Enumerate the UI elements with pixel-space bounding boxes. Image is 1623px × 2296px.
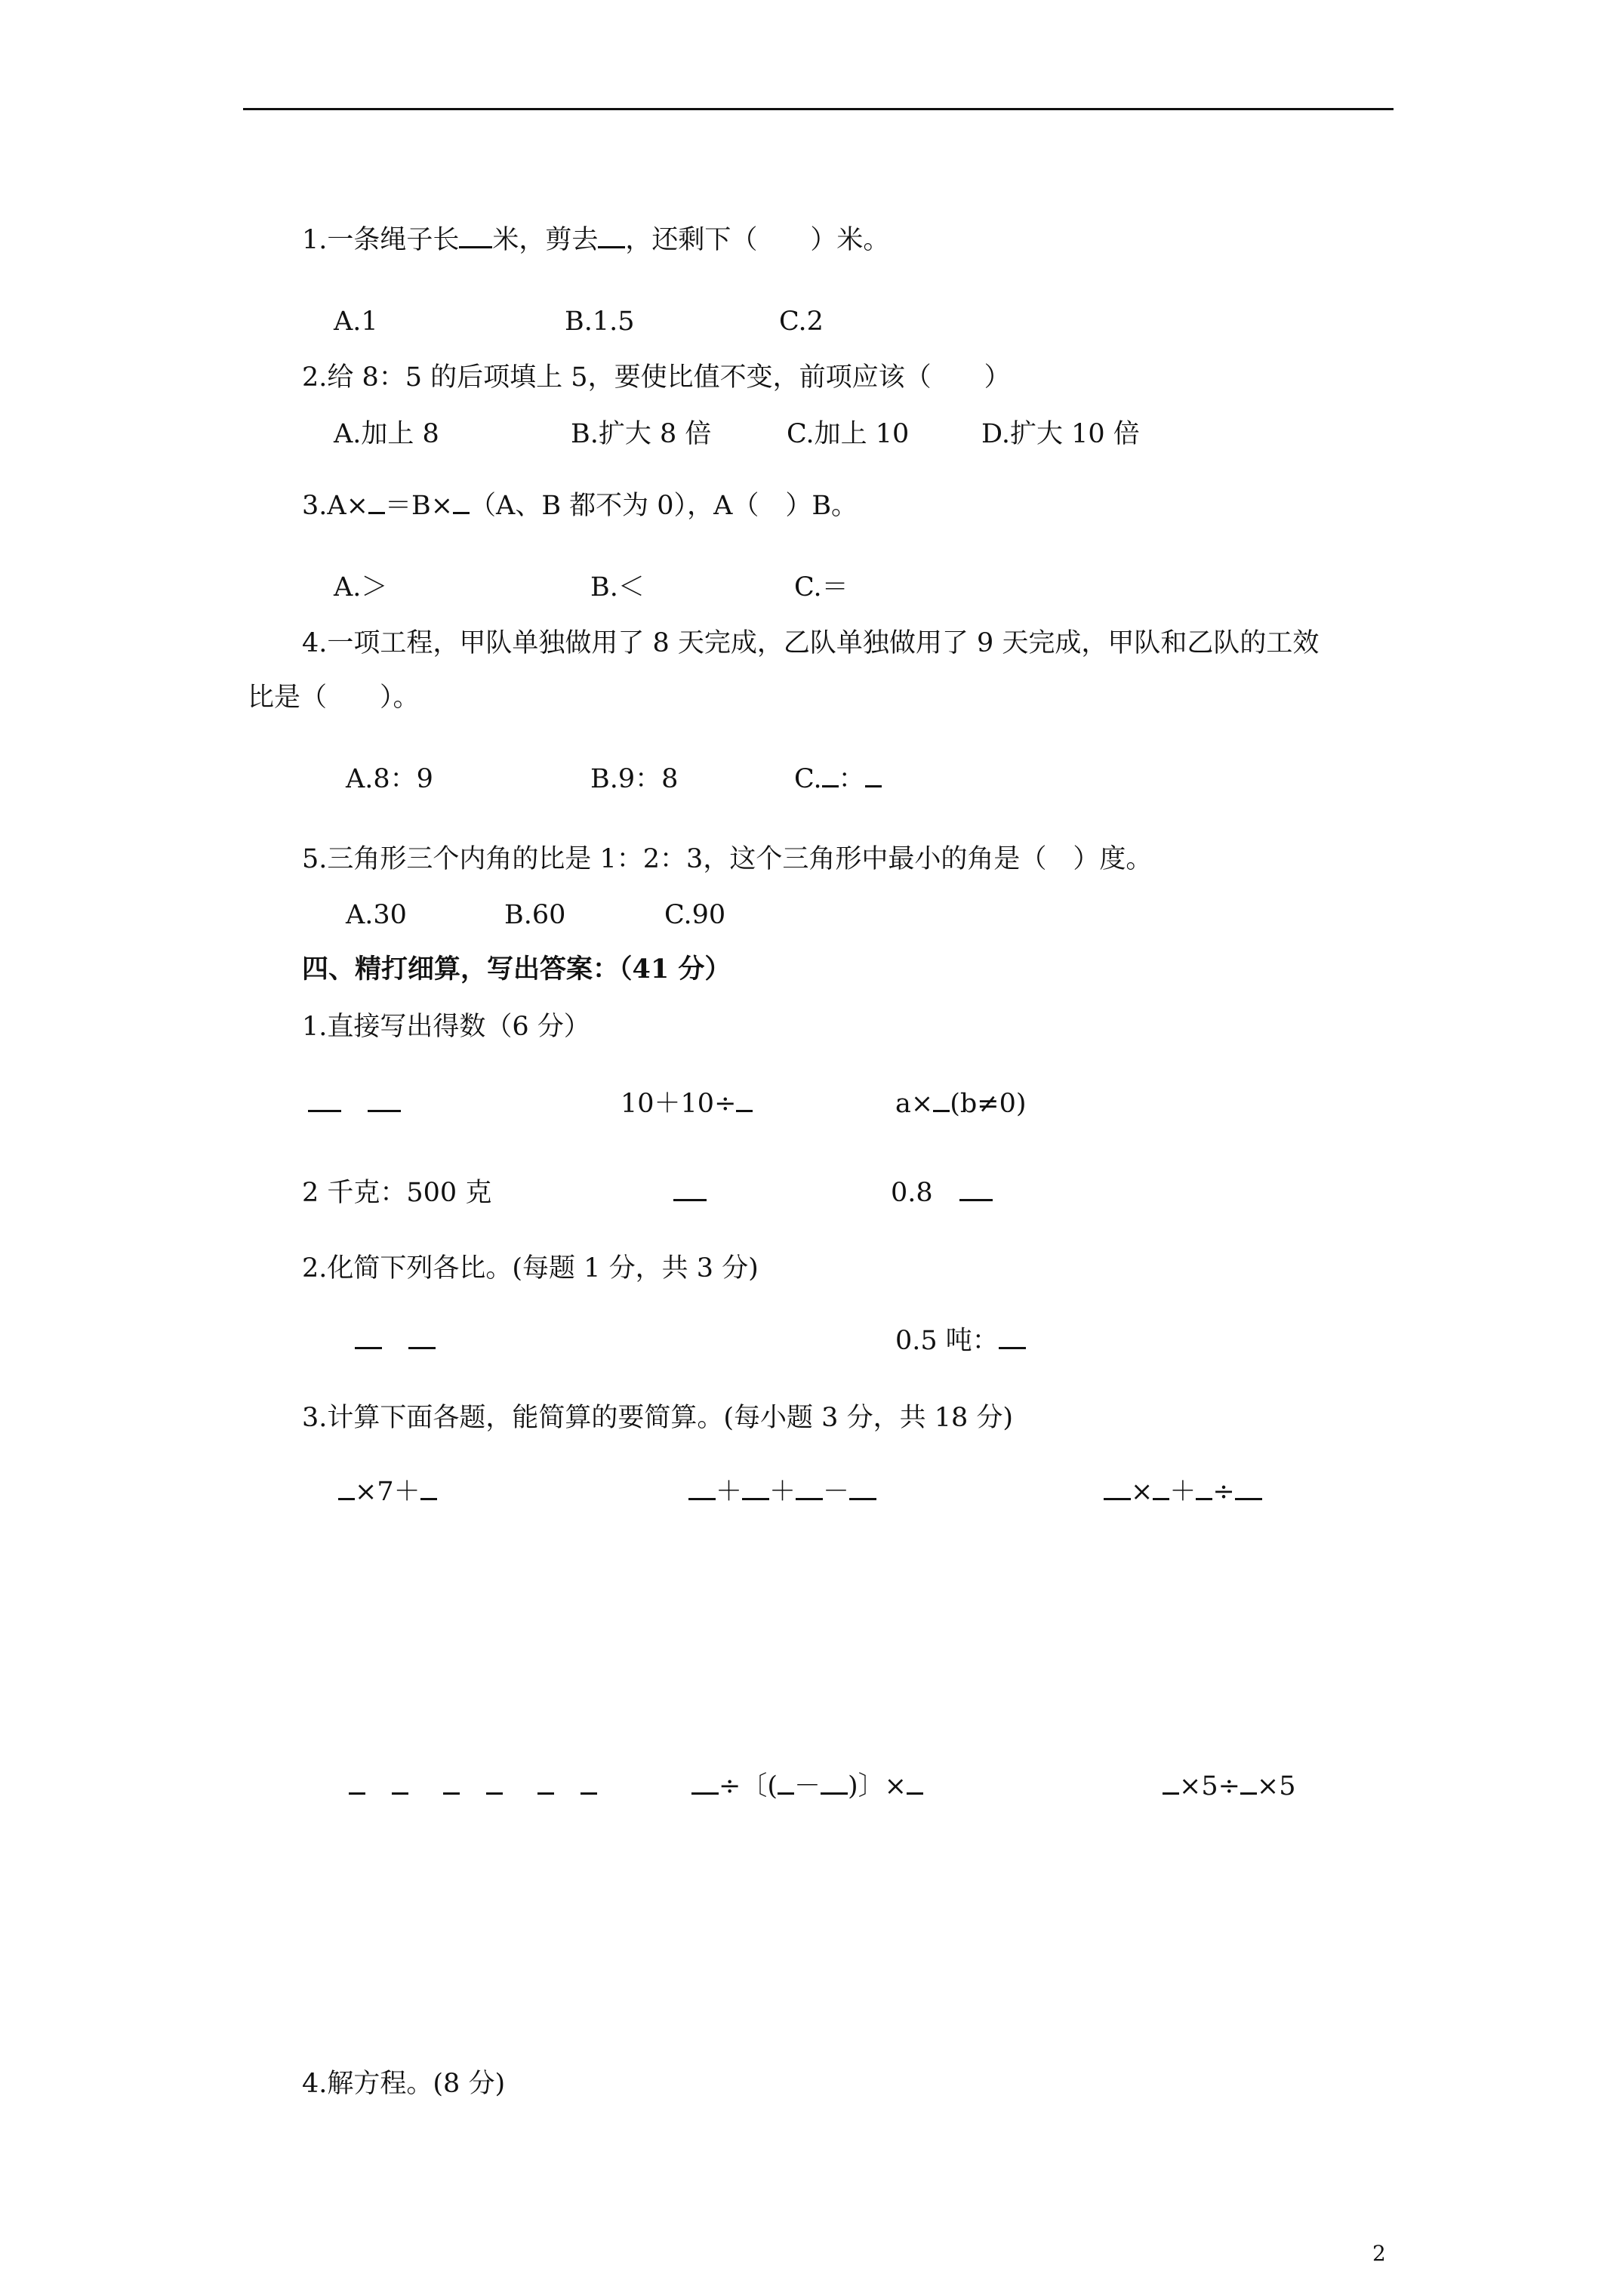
fraction-blank <box>1153 1486 1169 1500</box>
fraction-blank <box>443 1780 460 1795</box>
fraction-blank <box>355 1335 382 1349</box>
q2-stem: 2.给 8：5 的后项填上 5，要使比值不变，前项应该（ ） <box>302 362 1011 393</box>
fraction-blank <box>598 234 625 248</box>
section4-q2-title: 2.化简下列各比。(每题 1 分，共 3 分) <box>302 1253 759 1284</box>
fraction-blank <box>308 1098 341 1112</box>
q3-expr-5: ÷〔( － )〕× <box>691 1771 923 1801</box>
fraction-blank <box>1163 1780 1179 1795</box>
fraction-blank <box>453 500 470 514</box>
fraction-blank <box>349 1780 365 1795</box>
q1-expr-4: 2 千克：500 克 <box>302 1178 492 1208</box>
q1-expr-2: 10＋10÷ <box>621 1089 753 1119</box>
section4-q3-title: 3.计算下面各题，能简算的要简算。(每小题 3 分，共 18 分) <box>302 1403 1014 1433</box>
fraction-blank <box>907 1780 923 1795</box>
q4-option-a: A.8：9 <box>346 764 433 794</box>
fraction-blank <box>338 1486 355 1500</box>
fraction-blank <box>688 1486 716 1500</box>
q4-option-c: C. ： <box>794 764 882 794</box>
fraction-blank <box>486 1780 503 1795</box>
q3-expr-3: × ＋ ÷ <box>1104 1477 1262 1507</box>
fraction-blank <box>408 1335 436 1349</box>
fraction-blank <box>1240 1780 1257 1795</box>
fraction-blank <box>999 1335 1026 1349</box>
fraction-blank <box>1235 1486 1262 1500</box>
q4-stem-line1: 4.一项工程，甲队单独做用了 8 天完成，乙队单独做用了 9 天完成，甲队和乙队的工效 <box>302 628 1320 658</box>
fraction-blank <box>933 1098 950 1112</box>
header-rule <box>243 108 1394 110</box>
fraction-blank <box>581 1780 597 1795</box>
q3-stem: 3.A× ＝B× （A、B 都不为 0），A（ ）B。 <box>302 491 858 521</box>
fraction-blank <box>849 1486 876 1500</box>
q2-option-a: A.加上 8 <box>334 419 439 449</box>
fraction-blank <box>392 1780 408 1795</box>
q1-expr-3: a× (b≠0) <box>895 1089 1027 1119</box>
q2-option-c: C.加上 10 <box>787 419 910 449</box>
q1-option-a: A.1 <box>334 307 378 337</box>
q1-expr-1 <box>308 1089 401 1119</box>
fraction-blank <box>368 1098 401 1112</box>
fraction-blank <box>537 1780 554 1795</box>
fraction-blank <box>796 1486 823 1500</box>
fraction-blank <box>959 1187 993 1201</box>
q3-expr-2: ＋ ＋ － <box>688 1477 876 1507</box>
q4-option-b: B.9：8 <box>590 764 679 794</box>
q3-option-c: C.＝ <box>794 572 848 603</box>
fraction-blank <box>459 234 492 248</box>
section4-title: 四、精打细算，写出答案：（41 分） <box>302 954 731 985</box>
fraction-blank <box>691 1780 719 1795</box>
q2-option-b: B.扩大 8 倍 <box>571 419 712 449</box>
fraction-blank <box>821 1780 848 1795</box>
q5-option-a: A.30 <box>346 900 407 930</box>
fraction-blank <box>742 1486 769 1500</box>
q1-expr-5 <box>673 1178 707 1208</box>
section4-q1-title: 1.直接写出得数（6 分） <box>302 1012 590 1042</box>
fraction-blank <box>822 773 839 787</box>
fraction-blank <box>736 1098 753 1112</box>
fraction-blank <box>778 1780 794 1795</box>
fraction-blank <box>368 500 385 514</box>
q3-expr-4 <box>349 1771 597 1801</box>
q5-option-b: B.60 <box>504 900 566 930</box>
fraction-blank <box>865 773 882 787</box>
fraction-blank <box>1104 1486 1131 1500</box>
q1-option-c: C.2 <box>779 307 824 337</box>
q3-option-b: B.＜ <box>590 572 645 603</box>
q2-expr-1 <box>355 1326 436 1356</box>
fraction-blank <box>673 1187 707 1201</box>
q3-option-a: A.＞ <box>334 572 388 603</box>
q3-expr-6: ×5÷ ×5 <box>1163 1771 1296 1801</box>
fraction-blank <box>1196 1486 1212 1500</box>
q2-option-d: D.扩大 10 倍 <box>981 419 1140 449</box>
fraction-blank <box>420 1486 437 1500</box>
q4-stem-line2: 比是（ ）。 <box>248 683 420 713</box>
q5-stem: 5.三角形三个内角的比是 1：2：3，这个三角形中最小的角是（ ）度。 <box>302 844 1153 874</box>
q1-stem: 1.一条绳子长 米，剪去 ，还剩下（ ）米。 <box>302 225 890 255</box>
q2-expr-2: 0.5 吨： <box>895 1326 1026 1356</box>
q5-option-c: C.90 <box>664 900 726 930</box>
q1-option-b: B.1.5 <box>565 307 635 337</box>
page-number: 2 <box>1372 2241 1386 2266</box>
q3-expr-1: ×7＋ <box>338 1477 437 1507</box>
section4-q4-title: 4.解方程。(8 分) <box>302 2069 506 2099</box>
q1-expr-6: 0.8 <box>891 1178 993 1208</box>
